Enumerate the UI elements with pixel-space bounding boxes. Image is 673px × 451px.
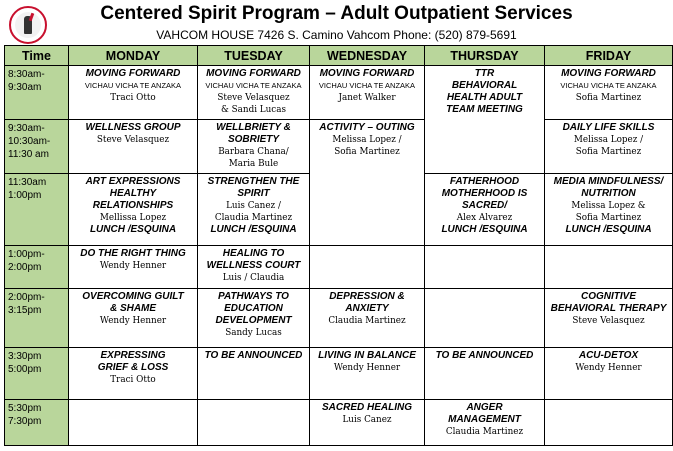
- empty-cell: [425, 289, 545, 348]
- lunch-note: LUNCH /ESQUINA: [441, 224, 528, 235]
- time-label: 11:30am: [8, 177, 47, 188]
- facilitator-name: Sofia Martinez: [334, 147, 400, 157]
- session-cell: [545, 120, 673, 174]
- time-slot: [5, 246, 69, 289]
- empty-cell: [310, 246, 425, 289]
- facilitator-name: Luis Canez /: [226, 201, 281, 211]
- session-title: DO THE RIGHT THING: [80, 248, 186, 259]
- session-cell: [69, 289, 198, 348]
- session-title: ACTIVITY – OUTING: [319, 122, 415, 133]
- session-title: SACRED/: [461, 200, 507, 211]
- time-label: 8:30am-: [8, 69, 45, 80]
- session-title: DAILY LIFE SKILLS: [562, 122, 655, 133]
- session-title: EDUCATION: [224, 303, 283, 314]
- session-title: SOBRIETY: [227, 134, 280, 145]
- col-header-wednesday: WEDNESDAY: [310, 46, 425, 66]
- session-cell: [310, 289, 425, 348]
- session-cell: [198, 246, 310, 289]
- facilitator-name: Sofia Martinez: [575, 147, 642, 157]
- time-slot: [5, 120, 69, 174]
- col-header-thursday: THURSDAY: [425, 46, 545, 66]
- session-cell: [425, 400, 545, 446]
- session-title: DEPRESSION &: [329, 291, 405, 302]
- session-title: MOVING FORWARD: [206, 68, 301, 79]
- session-cell: [69, 120, 198, 174]
- session-title: NUTRITION: [581, 188, 636, 199]
- time-label: 9:30am-: [8, 123, 45, 134]
- session-title: HEALTHY: [109, 188, 157, 199]
- session-cell: [545, 174, 673, 246]
- session-title: WELLNESS GROUP: [85, 122, 181, 133]
- session-cell: [69, 246, 198, 289]
- facilitator-name: Melissa Lopez /: [332, 135, 402, 145]
- facilitator-name: Wendy Henner: [333, 363, 401, 373]
- time-label: 10:30am-: [8, 136, 51, 147]
- time-slot: [5, 289, 69, 348]
- session-title: WELLNESS COURT: [206, 260, 301, 271]
- col-header-time: Time: [5, 46, 69, 66]
- session-title: ANXIETY: [345, 303, 389, 314]
- time-label: 7:30pm: [8, 416, 42, 427]
- facilitator-name: Melissa Lopez /: [573, 135, 644, 145]
- facilitator-name: Mellissa Lopez: [99, 213, 167, 223]
- empty-cell: [545, 400, 673, 446]
- session-cell: [545, 66, 673, 120]
- session-title: GRIEF & LOSS: [97, 362, 169, 373]
- facilitator-name: Sofia Martinez: [575, 213, 642, 223]
- session-title: MOVING FORWARD: [561, 68, 656, 79]
- session-title: EXPRESSING: [100, 350, 166, 361]
- time-label: 3:30pm: [8, 351, 42, 362]
- session-subtitle: VICHAU VICHA TE ANZAKA: [205, 81, 302, 90]
- session-title: ANGER: [466, 402, 503, 413]
- session-title: SACRED HEALING: [321, 402, 412, 413]
- session-title: TEAM MEETING: [446, 104, 523, 115]
- time-slot: [5, 348, 69, 400]
- session-cell: [545, 348, 673, 400]
- session-subtitle: VICHAU VICHA TE ANZAKA: [560, 81, 657, 90]
- facilitator-name: Traci Otto: [110, 93, 156, 103]
- session-cell: [198, 289, 310, 348]
- lunch-note: LUNCH /ESQUINA: [210, 224, 297, 235]
- facilitator-name: Claudia Martinez: [445, 427, 524, 437]
- session-title: RELATIONSHIPS: [92, 200, 174, 211]
- session-cell: [198, 174, 310, 246]
- session-cell: [69, 66, 198, 120]
- session-cell: [198, 348, 310, 400]
- col-header-tuesday: TUESDAY: [198, 46, 310, 66]
- time-label: 1:00pm-: [8, 249, 45, 260]
- empty-cell: [545, 246, 673, 289]
- session-title: & SHAME: [109, 303, 157, 314]
- time-label: 3:15pm: [8, 305, 42, 316]
- facilitator-name: Claudia Martinez: [328, 316, 406, 326]
- session-cell: [69, 348, 198, 400]
- session-title: TO BE ANNOUNCED: [204, 350, 303, 361]
- session-subtitle: VICHAU VICHA TE ANZAKA: [84, 81, 182, 90]
- facilitator-name: Luis / Claudia: [222, 273, 285, 283]
- facilitator-name: Sofia Martinez: [575, 93, 642, 103]
- time-label: 5:30pm: [8, 403, 42, 414]
- facilitator-name: Sandy Lucas: [225, 328, 282, 338]
- header-row: [5, 46, 673, 66]
- empty-cell: [425, 246, 545, 289]
- facilitator-name: Luis Canez: [342, 415, 392, 425]
- facilitator-name: Wendy Henner: [99, 261, 167, 271]
- session-cell: [69, 174, 198, 246]
- session-title: STRENGTHEN THE: [207, 176, 300, 187]
- session-title: TTR: [474, 68, 495, 79]
- session-title: WELLBRIETY &: [216, 122, 291, 133]
- empty-cell: [198, 400, 310, 446]
- facilitator-name: Wendy Henner: [99, 316, 167, 326]
- lunch-note: LUNCH /ESQUINA: [565, 224, 652, 235]
- session-title: MOVING FORWARD: [319, 68, 415, 79]
- facilitator-name: Maria Bule: [228, 159, 279, 169]
- facilitator-name: Claudia Martinez: [214, 213, 293, 223]
- session-title: HEALTH ADULT: [446, 92, 523, 103]
- session-cell: [425, 66, 545, 174]
- facilitator-name: & Sandi Lucas: [221, 105, 286, 115]
- empty-cell: [69, 400, 198, 446]
- time-label: 11:30 am: [8, 149, 49, 160]
- facilitator-name: Alex Alvarez: [456, 213, 513, 223]
- session-cell: [198, 120, 310, 174]
- time-slot: [5, 66, 69, 120]
- session-cell: [198, 66, 310, 120]
- session-title: PATHWAYS TO: [218, 291, 289, 302]
- session-title: TO BE ANNOUNCED: [435, 350, 534, 361]
- session-cell: [310, 120, 425, 246]
- time-label: 9:30am: [8, 82, 42, 93]
- facilitator-name: Steve Velasquez: [217, 93, 290, 103]
- session-title: BEHAVIORAL: [451, 80, 518, 91]
- session-title: HEALING TO: [222, 248, 285, 259]
- col-header-monday: MONDAY: [69, 46, 198, 66]
- facilitator-name: Barbara Chana/: [218, 147, 289, 157]
- session-title: MOTHERHOOD IS: [441, 188, 528, 199]
- session-subtitle: VICHAU VICHA TE ANZAKA: [318, 81, 416, 90]
- session-title: MEDIA MINDFULNESS/: [553, 176, 664, 187]
- facilitator-name: Wendy Henner: [575, 363, 642, 373]
- session-cell: [310, 348, 425, 400]
- session-title: COGNITIVE: [580, 291, 636, 302]
- time-label: 2:00pm: [8, 262, 42, 273]
- time-label: 2:00pm-: [8, 292, 45, 303]
- facilitator-name: Janet Walker: [338, 93, 396, 103]
- time-label: 5:00pm: [8, 364, 42, 375]
- lunch-note: LUNCH /ESQUINA: [89, 224, 177, 235]
- session-cell: [310, 400, 425, 446]
- session-title: SPIRIT: [237, 188, 270, 199]
- facilitator-name: Melissa Lopez &: [571, 201, 646, 211]
- facilitator-name: Steve Velasquez: [96, 135, 170, 145]
- session-cell: [545, 289, 673, 348]
- facilitator-name: Traci Otto: [110, 375, 156, 385]
- schedule-table: [4, 45, 673, 446]
- session-title: OVERCOMING GUILT: [82, 291, 184, 302]
- page-title: Centered Spirit Program – Adult Outpatient Services: [100, 3, 573, 24]
- page-subtitle: VAHCOM HOUSE 7426 S. Camino Vahcom Phone: (520) 879-5691: [156, 28, 517, 42]
- time-slot: [5, 400, 69, 446]
- session-cell: [310, 66, 425, 120]
- session-title: ACU-DETOX: [578, 350, 639, 361]
- time-label: 1:00pm: [8, 190, 42, 201]
- session-cell: [425, 348, 545, 400]
- session-cell: [425, 174, 545, 246]
- time-slot: [5, 174, 69, 246]
- session-title: BEHAVIORAL THERAPY: [550, 303, 667, 314]
- session-title: LIVING IN BALANCE: [318, 350, 416, 361]
- session-title: MOVING FORWARD: [85, 68, 181, 79]
- session-title: ART EXPRESSIONS: [85, 176, 181, 187]
- session-title: FATHERHOOD: [449, 176, 520, 187]
- session-title: DEVELOPMENT: [215, 315, 292, 326]
- session-title: MANAGEMENT: [448, 414, 521, 425]
- col-header-friday: FRIDAY: [545, 46, 673, 66]
- facilitator-name: Steve Velasquez: [572, 316, 645, 326]
